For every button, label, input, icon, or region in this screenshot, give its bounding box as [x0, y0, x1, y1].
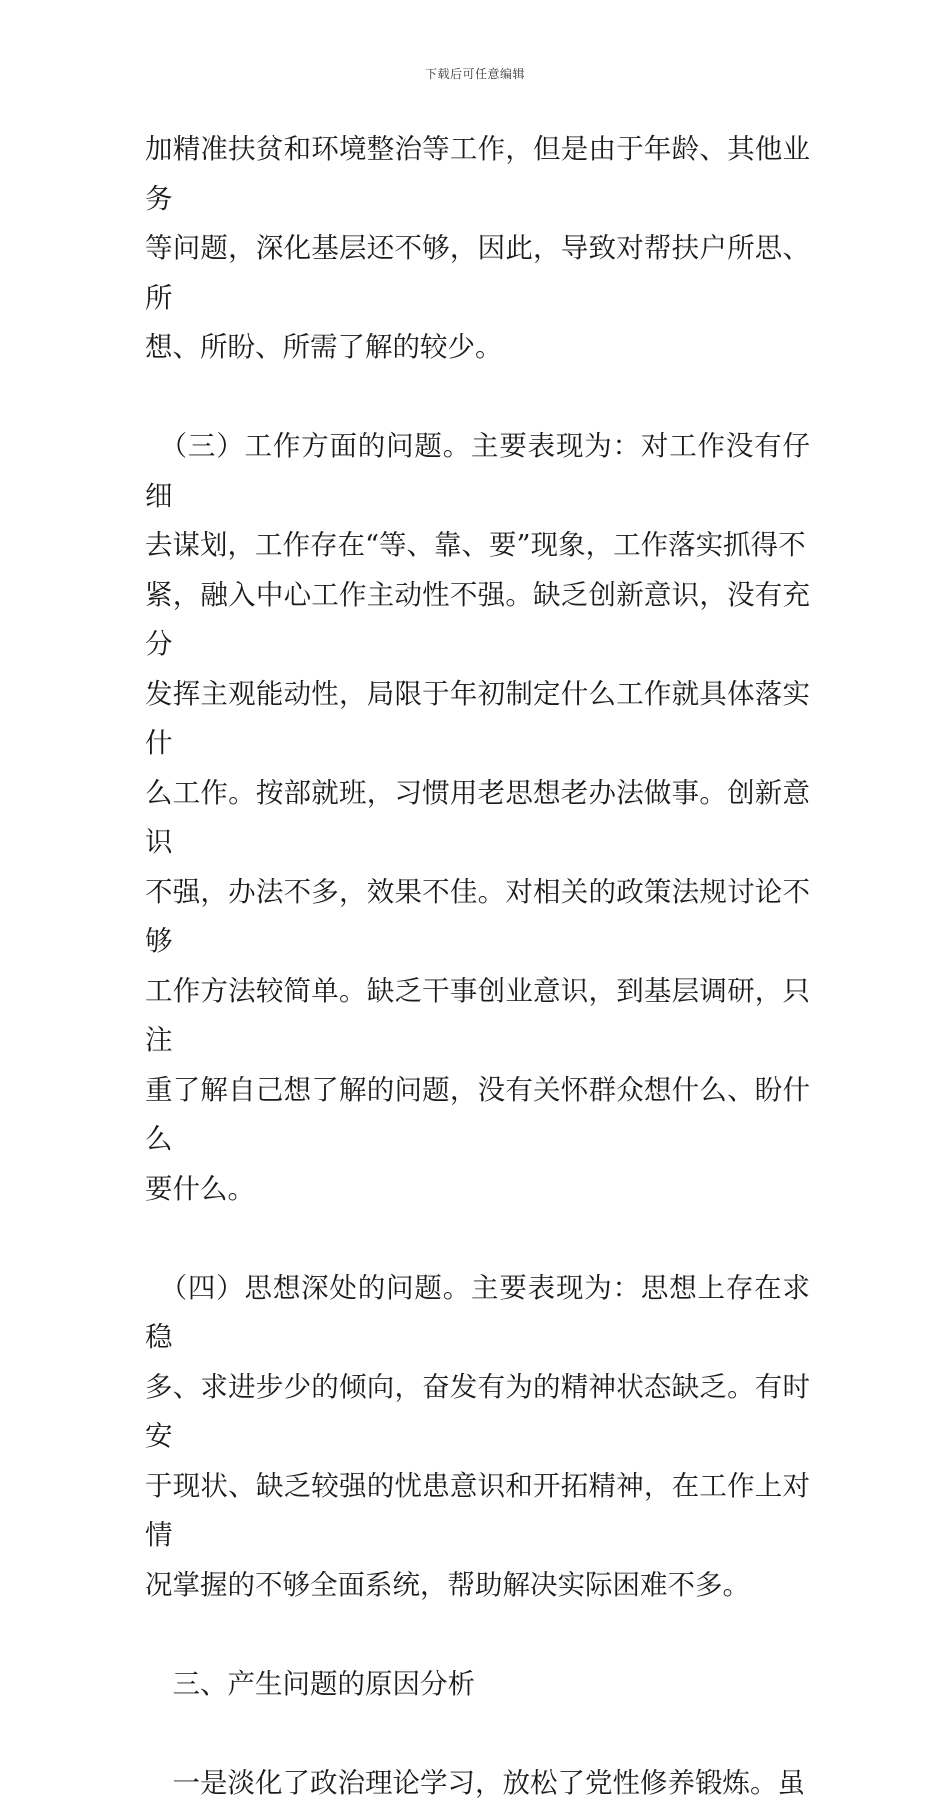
text-line: 要什么。 [145, 1165, 810, 1215]
text-line: 想、所盼、所需了解的较少。 [145, 323, 810, 373]
section-heading [145, 1660, 810, 1710]
text-line: 一是淡化了政治理论学习，放松了党性修养锻炼。虽 [145, 1759, 810, 1808]
text-line: 重了解自己想了解的问题，没有关怀群众想什么、盼什么 [145, 1066, 810, 1165]
text-line: 工作方法较简单。缺乏干事创业意识，到基层调研，只注 [145, 967, 810, 1066]
document-body [145, 125, 810, 1808]
text-line: 三、产生问题的原因分析 [145, 1660, 810, 1710]
text-line: 加精准扶贫和环境整治等工作，但是由于年龄、其他业务 [145, 125, 810, 224]
text-line: 等问题，深化基层还不够，因此，导致对帮扶户所思、所 [145, 224, 810, 323]
text-line: 么工作。按部就班，习惯用老思想老办法做事。创新意识 [145, 769, 810, 868]
text-line: 发挥主观能动性，局限于年初制定什么工作就具体落实什 [145, 670, 810, 769]
text-line: 去谋划，工作存在“等、靠、要”现象，工作落实抓得不 [145, 521, 810, 571]
paragraph-cause-1 [145, 1759, 810, 1808]
text-line: 多、求进步少的倾向，奋发有为的精神状态缺乏。有时安 [145, 1363, 810, 1462]
text-line: 于现状、缺乏较强的忧患意识和开拓精神，在工作上对情 [145, 1462, 810, 1561]
text-line: 况掌握的不够全面系统，帮助解决实际困难不多。 [145, 1561, 810, 1611]
paragraph-section-4 [145, 1264, 810, 1611]
text-line: 不强，办法不多，效果不佳。对相关的政策法规讨论不够 [145, 868, 810, 967]
text-line: （三）工作方面的问题。主要表现为：对工作没有仔细 [145, 422, 810, 521]
paragraph-1 [145, 125, 810, 373]
page-header: 下载后可任意编辑 [0, 65, 950, 82]
paragraph-section-3 [145, 422, 810, 1214]
text-line: （四）思想深处的问题。主要表现为：思想上存在求稳 [145, 1264, 810, 1363]
text-line: 紧，融入中心工作主动性不强。缺乏创新意识，没有充分 [145, 571, 810, 670]
